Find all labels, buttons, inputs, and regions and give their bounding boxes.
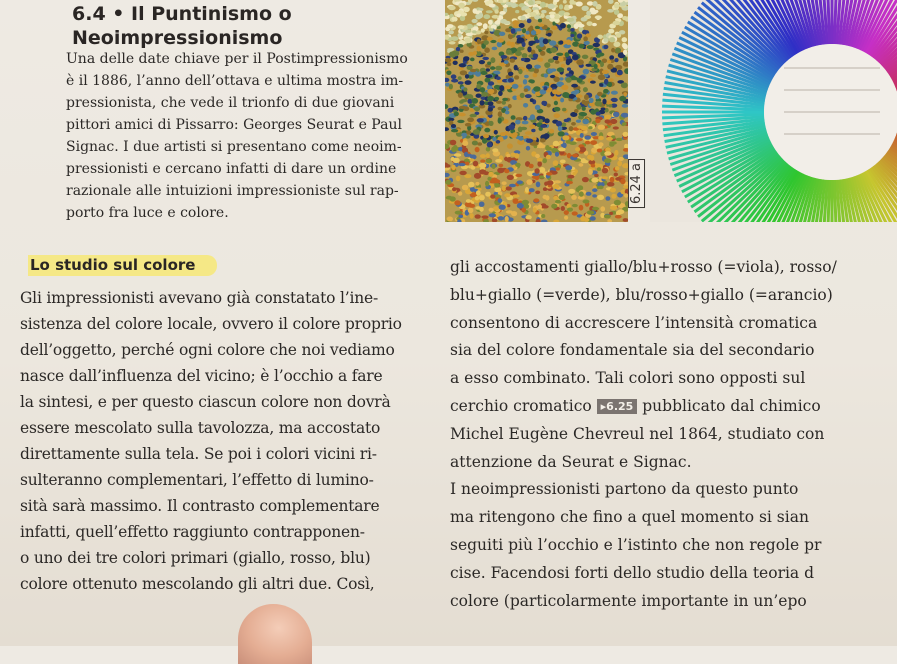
text-line: Gli impressionisti avevano già constatato l’ine- — [20, 285, 440, 311]
intro-line: è il 1886, l’anno dell’ottava e ultima mostra im- — [66, 70, 438, 92]
text-line: o uno dei tre colori primari (giallo, rosso, blu) — [20, 545, 440, 571]
text-line: Michel Eugène Chevreul nel 1864, studiato con — [450, 421, 897, 449]
finger-photo-detail — [238, 604, 312, 664]
text-line-with-reference — [450, 393, 897, 421]
intro-line: razionale alle intuizioni impressioniste sul rap- — [66, 180, 438, 202]
section-title: Lo studio sul colore — [28, 255, 217, 276]
text-line: I neoimpressionisti partono da questo punto — [450, 476, 897, 504]
color-wheel-graphic — [650, 0, 897, 222]
text-line: colore ottenuto mescolando gli altri due. Così, — [20, 571, 440, 597]
text-line: direttamente sulla tela. Se poi i colori vicini ri- — [20, 441, 440, 467]
text-line: gli accostamenti giallo/blu+rosso (=viola), rosso/ — [450, 254, 897, 282]
text-line: blu+giallo (=verde), blu/rosso+giallo (=arancio) — [450, 282, 897, 310]
text-line: consentono di accrescere l’intensità cromatica — [450, 310, 897, 338]
text-line: la sintesi, e per questo ciascun colore non dovrà — [20, 389, 440, 415]
text-line: essere mescolato sulla tavolozza, ma accostato — [20, 415, 440, 441]
chapter-heading-line1: 6.4 • Il Puntinismo o — [72, 2, 292, 26]
intro-line: pittori amici di Pissarro: Georges Seurat e Paul — [66, 114, 438, 136]
figure-label-text: 6.24 a — [628, 159, 645, 208]
text-line: seguiti più l’occhio e l’istinto che non regole pr — [450, 532, 897, 560]
intro-line: porto fra luce e colore. — [66, 202, 438, 224]
text-line: dell’oggetto, perché ogni colore che noi vediamo — [20, 337, 440, 363]
text-line: sistenza del colore locale, ovvero il colore proprio — [20, 311, 440, 337]
right-column-text — [450, 254, 897, 615]
chapter-heading-line2: Neoimpressionismo — [72, 26, 292, 50]
play-triangle-icon: ▸ — [601, 400, 607, 413]
color-wheel-image — [650, 0, 897, 222]
chapter-heading — [72, 2, 292, 50]
figure-reference-badge[interactable] — [597, 399, 638, 414]
pointillist-painting-dots — [445, 0, 628, 222]
intro-line: pressionisti e cercano infatti di dare un ordine — [66, 158, 438, 180]
intro-line: Signac. I due artisti si presentano come neoim- — [66, 136, 438, 158]
text-line: sulteranno complementari, l’effetto di lumino- — [20, 467, 440, 493]
text-line: sia del colore fondamentale sia del secondario — [450, 337, 897, 365]
text-line: a esso combinato. Tali colori sono opposti sul — [450, 365, 897, 393]
text-line: colore (particolarmente importante in un’epo — [450, 588, 897, 616]
text-line: nasce dall’influenza del vicino; è l’occhio a fare — [20, 363, 440, 389]
text-line: infatti, quell’effetto raggiunto contrapponen- — [20, 519, 440, 545]
figure-label — [628, 153, 652, 213]
text-line: ma ritengono che fino a quel momento si sian — [450, 504, 897, 532]
intro-paragraph — [66, 48, 438, 224]
text-line: cise. Facendosi forti dello studio della teoria d — [450, 560, 897, 588]
intro-line: pressionista, che vede il trionfo di due giovani — [66, 92, 438, 114]
ref-line-end: pubblicato dal chimico — [642, 397, 820, 415]
ref-line-start: cerchio cromatico — [450, 397, 592, 415]
intro-line: Una delle date chiave per il Postimpressionismo — [66, 48, 438, 70]
pointillist-painting-image — [445, 0, 628, 222]
text-line: attenzione da Seurat e Signac. — [450, 449, 897, 477]
text-line: sità sarà massimo. Il contrasto complementare — [20, 493, 440, 519]
figure-reference-number: 6.25 — [606, 400, 633, 413]
left-column-text — [20, 285, 440, 597]
